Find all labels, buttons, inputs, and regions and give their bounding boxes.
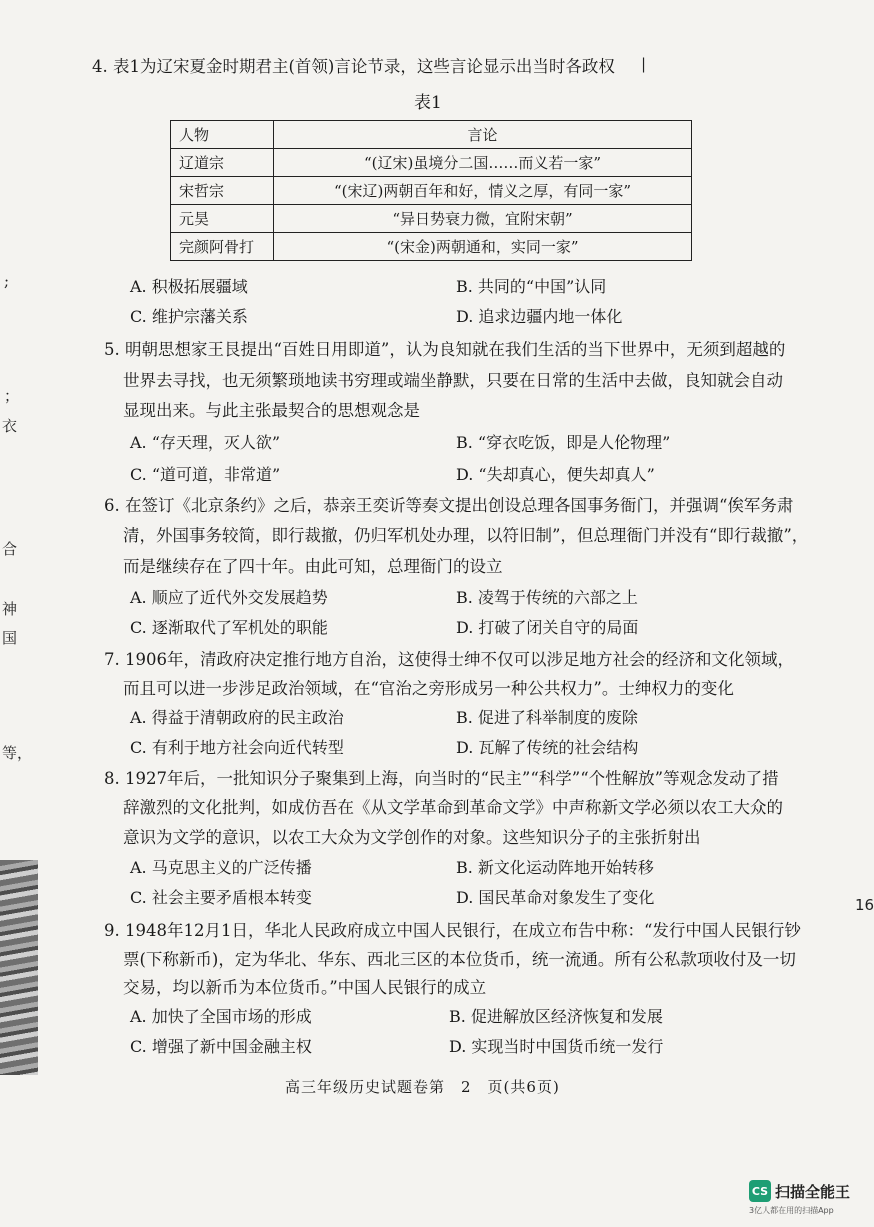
q4-option-a: A. 积极拓展疆域 <box>130 277 248 296</box>
q4-option-b: B. 共同的“中国”认同 <box>456 277 607 296</box>
camscanner-logo-icon: CS <box>749 1180 771 1202</box>
table-header-person: 人物 <box>171 121 274 149</box>
q8-option-a: A. 马克思主义的广泛传播 <box>130 858 312 877</box>
margin-fragment: 合 <box>2 540 18 558</box>
margin-fragment: 神 <box>2 600 18 618</box>
q8-option-d: D. 国民革命对象发生了变化 <box>456 888 655 907</box>
q5-option-b: B. “穿衣吃饭，即是人伦物理” <box>456 433 671 452</box>
table-cell: 辽道宗 <box>171 149 274 177</box>
question-6-line-1: 6. 在签订《北京条约》之后，恭亲王奕䜣等奏文提出创设总理各国事务衙门，并强调“俟军务肃 <box>104 496 794 515</box>
margin-fragment: ; <box>4 272 10 290</box>
table-row <box>171 205 692 233</box>
q6-option-c: C. 逐渐取代了军机处的职能 <box>130 618 328 637</box>
question-8-line-2: 辞激烈的文化批判，如成仿吾在《从文学革命到革命文学》中声称新文学必须以农工大众的 <box>123 798 783 817</box>
q5-option-a: A. “存天理，灭人欲” <box>130 433 281 452</box>
q7-option-c: C. 有利于地方社会向近代转型 <box>130 738 344 757</box>
question-4-line-1: 4. 表1为辽宋夏金时期君主(首领)言论节录，这些言论显示出当时各政权 <box>92 57 615 76</box>
margin-fragment: 国 <box>2 629 18 647</box>
table-cell: 宋哲宗 <box>171 177 274 205</box>
question-9-line-1: 9. 1948年12月1日，华北人民政府成立中国人民银行，在成立布告中称：“发行中国人民银行钞 <box>104 921 801 940</box>
table-1-title: 表1 <box>414 93 442 113</box>
table-cell: “(辽宋)虽境分二国……而义若一家” <box>274 149 692 177</box>
margin-fragment: ； <box>4 387 20 405</box>
q8-option-b: B. 新文化运动阵地开始转移 <box>456 858 654 877</box>
margin-fragment: 等， <box>2 744 33 762</box>
q4-option-d: D. 追求边疆内地一体化 <box>456 307 623 326</box>
scan-mark: | <box>641 55 647 73</box>
q7-option-a: A. 得益于清朝政府的民主政治 <box>130 708 344 727</box>
question-9-line-2: 票(下称新币)，定为华北、华东、西北三区的本位货币，统一流通。所有公私款项收付及一切 <box>123 950 796 969</box>
question-7-line-2: 而且可以进一步涉足政治领域，在“官治之旁形成另一种公共权力”。士绅权力的变化 <box>123 679 734 698</box>
q4-option-c: C. 维护宗藩关系 <box>130 307 248 326</box>
page-footer: 高三年级历史试题卷第 2 页(共6页) <box>285 1078 560 1096</box>
camscanner-name: 扫描全能王 <box>775 1182 851 1201</box>
table-cell: “异日势衰力微，宜附宋朝” <box>274 205 692 233</box>
q9-option-c: C. 增强了新中国金融主权 <box>130 1037 312 1056</box>
scan-edge-shadow <box>0 860 38 1075</box>
q6-option-a: A. 顺应了近代外交发展趋势 <box>130 588 328 607</box>
question-6-line-2: 清，外国事务较简，即行裁撤，仍归军机处办理，以符旧制”，但总理衙门并没有“即行裁撤”， <box>123 526 809 545</box>
q5-option-d: D. “失却真心，便失却真人” <box>456 465 655 484</box>
table-cell: 元昊 <box>171 205 274 233</box>
camscanner-tagline: 3亿人都在用的扫描App <box>749 1206 834 1215</box>
table-row <box>171 233 692 261</box>
question-5-line-2: 世界去寻找，也无须繁琐地读书穷理或端坐静默，只要在日常的生活中去做，良知就会自动 <box>123 371 783 390</box>
table-header-speech: 言论 <box>274 121 692 149</box>
margin-number: 16 <box>855 896 874 914</box>
q6-option-d: D. 打破了闭关自守的局面 <box>456 618 639 637</box>
table-row <box>171 177 692 205</box>
q9-option-d: D. 实现当时中国货币统一发行 <box>449 1037 664 1056</box>
question-5-line-3: 显现出来。与此主张最契合的思想观念是 <box>123 401 420 420</box>
table-1 <box>170 120 692 261</box>
table-row <box>171 149 692 177</box>
question-8-line-1: 8. 1927年后，一批知识分子聚集到上海，向当时的“民主”“科学”“个性解放”等观念发动了措 <box>104 769 779 788</box>
q5-option-c: C. “道可道，非常道” <box>130 465 281 484</box>
q9-option-b: B. 促进解放区经济恢复和发展 <box>449 1007 663 1026</box>
table-cell: “(宋金)两朝通和，实同一家” <box>274 233 692 261</box>
q9-option-a: A. 加快了全国市场的形成 <box>130 1007 312 1026</box>
margin-fragment: 衣 <box>2 417 18 435</box>
question-7-line-1: 7. 1906年，清政府决定推行地方自治，这使得士绅不仅可以涉足地方社会的经济和文化领域， <box>104 650 794 669</box>
table-header-row <box>171 121 692 149</box>
camscanner-watermark <box>749 1180 850 1202</box>
question-8-line-3: 意识为文学的意识，以农工大众为文学创作的对象。这些知识分子的主张折射出 <box>123 828 701 847</box>
q7-option-d: D. 瓦解了传统的社会结构 <box>456 738 639 757</box>
table-cell: 完颜阿骨打 <box>171 233 274 261</box>
q6-option-b: B. 凌驾于传统的六部之上 <box>456 588 638 607</box>
question-6-line-3: 而是继续存在了四十年。由此可知，总理衙门的设立 <box>123 557 503 576</box>
question-5-line-1: 5. 明朝思想家王艮提出“百姓日用即道”，认为良知就在我们生活的当下世界中，无须到超越的 <box>104 340 786 359</box>
q8-option-c: C. 社会主要矛盾根本转变 <box>130 888 312 907</box>
table-cell: “(宋辽)两朝百年和好，情义之厚，有同一家” <box>274 177 692 205</box>
question-9-line-3: 交易，均以新币为本位货币。”中国人民银行的成立 <box>123 978 487 997</box>
q7-option-b: B. 促进了科举制度的废除 <box>456 708 638 727</box>
